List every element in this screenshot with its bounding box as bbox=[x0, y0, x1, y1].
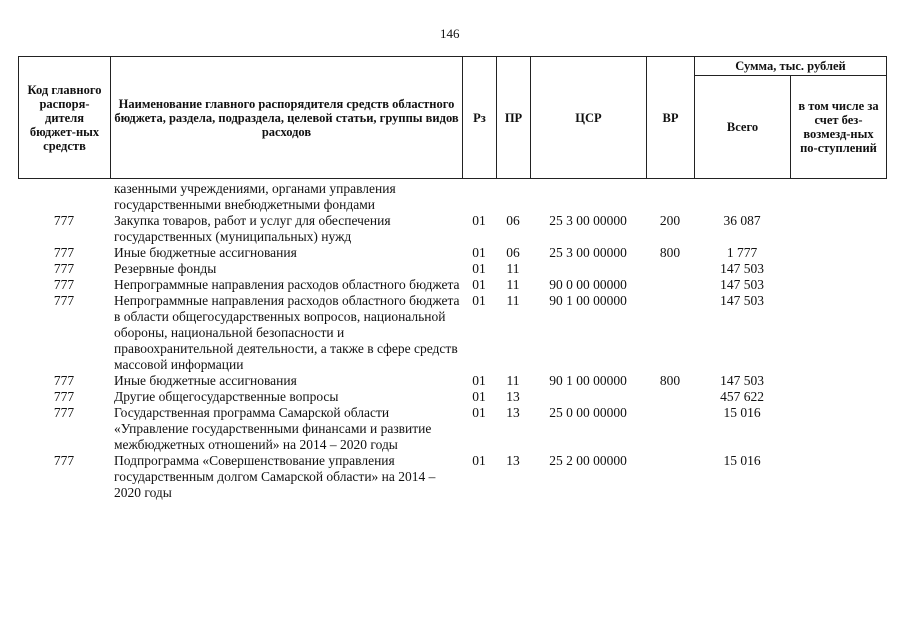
cell-pr bbox=[496, 181, 530, 213]
cell-rz: 01 bbox=[472, 453, 486, 468]
cell-name: Другие общегосударственные вопросы bbox=[114, 389, 339, 404]
cell-name: Иные бюджетные ассигнования bbox=[114, 373, 297, 388]
cell-code: 777 bbox=[53, 245, 75, 260]
header-sum: Сумма, тыс. рублей bbox=[695, 57, 887, 76]
cell-code bbox=[18, 181, 110, 213]
cell-free bbox=[790, 213, 886, 245]
header-name: Наименование главного распорядителя средств областного бюджета, раздела, подраздела, целевой статьи, группы видов расходов bbox=[111, 57, 463, 179]
cell-code: 777 bbox=[53, 293, 75, 308]
cell-vr bbox=[646, 405, 694, 453]
table-row bbox=[18, 389, 886, 405]
table-header bbox=[18, 56, 887, 179]
page-number: 146 bbox=[440, 26, 460, 41]
cell-csr bbox=[530, 389, 646, 405]
header-rz: Рз bbox=[463, 57, 497, 179]
cell-total: 15 016 bbox=[723, 453, 761, 468]
table-row bbox=[18, 373, 886, 389]
cell-code: 777 bbox=[53, 389, 75, 404]
cell-total: 147 503 bbox=[720, 277, 764, 292]
cell-csr: 25 3 00 00000 bbox=[549, 213, 627, 228]
cell-pr: 11 bbox=[506, 293, 520, 308]
table-row bbox=[18, 245, 886, 261]
cell-vr: 200 bbox=[659, 213, 681, 228]
cell-free bbox=[790, 261, 886, 277]
header-including: в том числе за счет без-возмезд-ных по-ступлений bbox=[791, 76, 887, 179]
cell-pr: 11 bbox=[506, 277, 520, 292]
cell-free bbox=[790, 245, 886, 261]
cell-free bbox=[790, 181, 886, 213]
cell-code: 777 bbox=[53, 405, 75, 420]
cell-total: 457 622 bbox=[720, 389, 764, 404]
cell-rz: 01 bbox=[472, 213, 486, 228]
cell-vr: 800 bbox=[659, 373, 681, 388]
cell-total: 147 503 bbox=[720, 373, 764, 388]
cell-name: Государственная программа Самарской области «Управление государственными финансами и развитие межбюджетных отношений» на 2014 – 2020 годы bbox=[114, 405, 432, 452]
cell-code: 777 bbox=[53, 213, 75, 228]
cell-rz: 01 bbox=[472, 277, 486, 292]
cell-vr bbox=[646, 293, 694, 373]
table-row bbox=[18, 405, 886, 453]
cell-csr: 25 0 00 00000 bbox=[549, 405, 627, 420]
cell-pr: 13 bbox=[506, 453, 520, 468]
cell-pr: 11 bbox=[506, 261, 520, 276]
cell-csr: 90 1 00 00000 bbox=[549, 293, 627, 308]
header-csr: ЦСР bbox=[531, 57, 647, 179]
cell-total: 36 087 bbox=[723, 213, 761, 228]
header-vr: ВР bbox=[647, 57, 695, 179]
cell-free bbox=[790, 389, 886, 405]
cell-free bbox=[790, 373, 886, 389]
cell-csr: 25 3 00 00000 bbox=[549, 245, 627, 260]
cell-vr bbox=[646, 181, 694, 213]
cell-vr bbox=[646, 277, 694, 293]
cell-total bbox=[694, 181, 790, 213]
cell-rz: 01 bbox=[472, 245, 486, 260]
cell-code: 777 bbox=[53, 373, 75, 388]
table-row bbox=[18, 293, 886, 373]
cell-total: 147 503 bbox=[720, 293, 764, 308]
cell-csr: 90 1 00 00000 bbox=[549, 373, 627, 388]
cell-pr: 06 bbox=[506, 245, 520, 260]
cell-name: Резервные фонды bbox=[114, 261, 217, 276]
table-row bbox=[18, 213, 886, 245]
cell-total: 147 503 bbox=[720, 261, 764, 276]
cell-csr: 25 2 00 00000 bbox=[549, 453, 627, 468]
cell-csr bbox=[530, 181, 646, 213]
cell-vr bbox=[646, 261, 694, 277]
cell-vr bbox=[646, 389, 694, 405]
cell-csr bbox=[530, 261, 646, 277]
table-row bbox=[18, 453, 886, 501]
cell-name: Подпрограмма «Совершенствование управления государственным долгом Самарской области» на 2014 – 2020 годы bbox=[114, 453, 436, 500]
cell-rz: 01 bbox=[472, 405, 486, 420]
cell-code: 777 bbox=[53, 277, 75, 292]
cell-rz: 01 bbox=[472, 389, 486, 404]
cell-pr: 11 bbox=[506, 373, 520, 388]
header-pr: ПР bbox=[497, 57, 531, 179]
cell-free bbox=[790, 405, 886, 453]
table-row bbox=[18, 277, 886, 293]
cell-pr: 06 bbox=[506, 213, 520, 228]
cell-rz bbox=[462, 181, 496, 213]
cell-rz: 01 bbox=[472, 293, 486, 308]
cell-code: 777 bbox=[53, 453, 75, 468]
cell-rz: 01 bbox=[472, 373, 486, 388]
cell-csr: 90 0 00 00000 bbox=[549, 277, 627, 292]
budget-table bbox=[18, 181, 886, 501]
cell-name: Непрограммные направления расходов областного бюджета bbox=[114, 277, 460, 292]
table-row bbox=[18, 261, 886, 277]
cell-rz: 01 bbox=[472, 261, 486, 276]
cell-pr: 13 bbox=[506, 405, 520, 420]
cell-pr: 13 bbox=[506, 389, 520, 404]
cell-vr: 800 bbox=[659, 245, 681, 260]
cell-name: Закупка товаров, работ и услуг для обеспечения государственных (муниципальных) нужд bbox=[114, 213, 391, 244]
cell-name: казенными учреждениями, органами управления государственными внебюджетными фондами bbox=[114, 181, 396, 212]
header-total: Всего bbox=[695, 76, 791, 179]
cell-total: 15 016 bbox=[723, 405, 761, 420]
cell-code: 777 bbox=[53, 261, 75, 276]
cell-free bbox=[790, 277, 886, 293]
cell-vr bbox=[646, 453, 694, 501]
table-row bbox=[18, 181, 886, 213]
cell-name: Иные бюджетные ассигнования bbox=[114, 245, 297, 260]
cell-free bbox=[790, 293, 886, 373]
cell-name: Непрограммные направления расходов областного бюджета в области общегосударственных вопросов, национальной обороны, национальной безопасности и правоохранительной деятельности, а также в сфере средств массовой информации bbox=[114, 293, 460, 372]
header-code: Код главного распоря-дителя бюджет-ных средств bbox=[19, 57, 111, 179]
cell-total: 1 777 bbox=[726, 245, 758, 260]
cell-free bbox=[790, 453, 886, 501]
